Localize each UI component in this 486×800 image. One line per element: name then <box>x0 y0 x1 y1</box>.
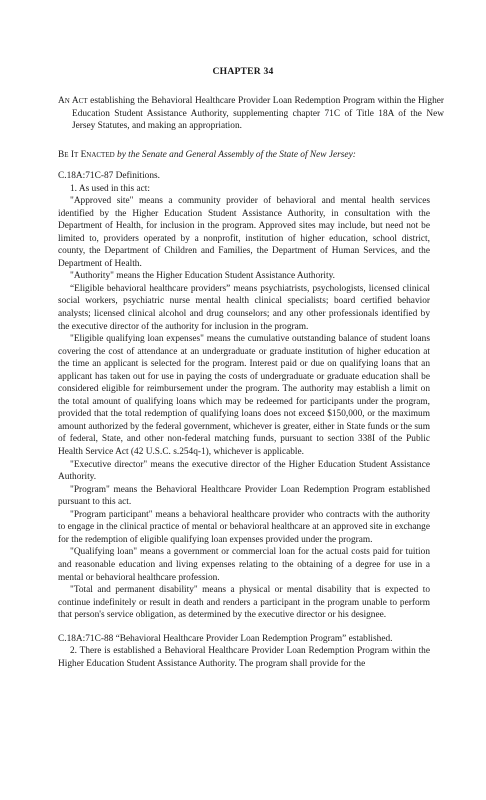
definition-total-permanent-disability: "Total and permanent disability" means a physical or mental disability that is expected to continue indefinitely or result in death and renders a participant in the program unable to perform that person's service obligation, as determined by the executive director or his designee. <box>58 585 430 621</box>
section-2-text: 2. There is established a Behavioral Healthcare Provider Loan Redemption Program within the Higher Education Student Assistance Authority. The program shall provide for the <box>58 646 430 669</box>
section-heading-program-established: C.18A:71C-88 “Behavioral Healthcare Provider Loan Redemption Program” established. <box>58 633 393 644</box>
definition-eligible-loan-expenses: "Eligible qualifying loan expenses" means the cumulative outstanding balance of student loans covering the cost of attendance at an undergraduate or graduate institution of higher education at the time an applicant is selected for the program. Interest paid or due on qualifying loans that an applicant has taken out for use in paying the costs of undergraduate or graduate education shall be considered eligible for reimbursement under the program. The authority may establish a limit on the total amount of qualifying loans which may be redeemed for participants under the program, provided that the total redemption of qualifying loans does not exceed $150,000, or the maximum amount authorized by the federal government, whichever is greater, either in State funds or the sum of federal, State, and other non-federal matching funds, pursuant to section 338I of the Public Health Service Act (42 U.S.C. s.254q-1), whichever is applicable. <box>58 334 430 458</box>
section-heading-definitions: C.18A:71C-87 Definitions. <box>58 171 161 181</box>
section-number-1: 1. As used in this act: <box>70 183 150 194</box>
definition-approved-site: "Approved site" means a community provider of behavioral and mental health services identified by the Higher Education Student Assistance Authority, in consultation with the Department of Health, for inclusion in the program. Approved sites may include, but need not be limited to, providers operated by a nonprofit, institution of higher education, school district, county, the Department of Children and Families, the Department of Human Services, and the Department of Health. <box>58 196 430 269</box>
definition-authority: "Authority" means the Higher Education Student Assistance Authority. <box>70 271 335 282</box>
enacting-text: by the Senate and General Assembly of the State of New Jersey: <box>117 150 356 160</box>
enacting-lead: Be It Enacted <box>58 150 115 160</box>
definition-qualifying-loan: "Qualifying loan" means a government or commercial loan for the actual costs paid for tuition and reasonable education and living expenses relating to the obtaining of a degree for use in a mental or behavioral healthcare profession. <box>58 547 430 583</box>
act-title <box>58 95 444 133</box>
enacting-clause <box>58 149 430 162</box>
definition-eligible-providers: “Eligible behavioral healthcare providers” means psychiatrists, psychologists, licensed clinical social workers, psychiatric nurse mental health clinical specialists; board certified behavior analysts; licensed clinical alcohol and drug counselors; and any other professionals identified by the executive director of the authority for inclusion in the program. <box>58 283 430 332</box>
act-lead: An Act <box>58 96 88 106</box>
definition-program: "Program" means the Behavioral Healthcare Provider Loan Redemption Program established pursuant to this act. <box>58 484 430 508</box>
chapter-title: CHAPTER 34 <box>212 66 274 77</box>
act-text: establishing the Behavioral Healthcare Provider Loan Redemption Program within the Higher Education Student Assistance Authority, supplementing chapter 71C of Title 18A of the New Jersey Statutes, and making an appropriation. <box>72 96 444 132</box>
definition-executive-director: "Executive director" means the executive director of the Higher Education Student Assistance Authority. <box>58 459 430 483</box>
definition-program-participant: "Program participant" means a behavioral healthcare provider who contracts with the authority to engage in the clinical practice of mental or behavioral healthcare at an approved site in exchange for the redemption of eligible qualifying loan expenses provided under the program. <box>58 509 430 545</box>
statute-body <box>58 170 430 670</box>
